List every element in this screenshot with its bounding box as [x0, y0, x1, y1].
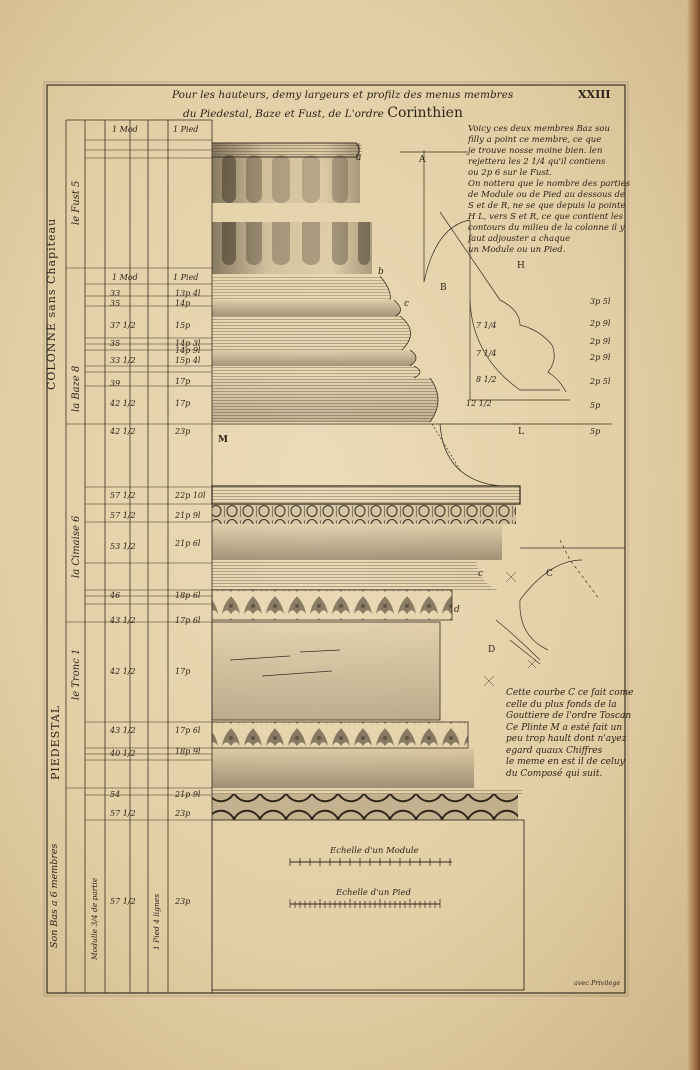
pied-dimension: 17p: [175, 667, 191, 676]
note-line: egard quaux Chiffres: [506, 745, 603, 756]
note-line: Ce Plinte M a esté fait un: [506, 722, 623, 733]
module-dimension: 33: [110, 289, 121, 298]
profile-dimension: 2p 9l: [590, 353, 611, 362]
label-tronc: le Tronc 1: [71, 648, 82, 700]
note-line: de Module ou de Pied au dessous de: [468, 190, 626, 200]
profile-letter: D: [488, 645, 496, 655]
label-cimaise: la Cimaise 6: [71, 515, 82, 578]
profile-dimension: 7 1/4: [476, 349, 497, 358]
module-dimension: 57 1/2: [110, 897, 136, 906]
note-line: peu trop hault dont n'ayez: [506, 734, 627, 744]
note-line: rejettera les 2 1/4 qu'il contiens: [468, 157, 606, 167]
module-dimension: 53 1/2: [110, 542, 136, 551]
profile-dimension: 2p 9l: [590, 337, 611, 346]
module-dimension: 54: [110, 790, 121, 799]
pied-dimension: 17p: [175, 377, 191, 386]
plate-title-line2: [183, 106, 463, 120]
profile-dimension: 2p 5l: [590, 377, 611, 386]
profile-dimension: 12 1/2: [466, 399, 492, 408]
profile-letter: A: [419, 155, 426, 165]
module-dimension: 42 1/2: [110, 667, 136, 676]
module-dimension: 43 1/2: [110, 726, 136, 735]
pied-dimension: 21p 9l: [175, 511, 201, 520]
label-fust: le Fust 5: [71, 180, 82, 225]
pied-dimension: 22p 10l: [175, 491, 206, 500]
privilege-mark: avec Privilege: [574, 979, 621, 987]
pied-dimension: 18p 9l: [175, 747, 201, 756]
module-dimension: 37 1/2: [110, 321, 136, 330]
note-line: contours du milieu de la colonne il y: [468, 223, 625, 233]
module-dimension: 42 1/2: [110, 399, 136, 408]
profile-letter: L: [518, 427, 524, 437]
profile-dimension: 3p 5l: [590, 297, 611, 306]
note-line: du Composé qui suit.: [506, 768, 603, 779]
module-dimension: 57 1/2: [110, 809, 136, 818]
svg-text:d: d: [454, 605, 460, 615]
note-top-right: [468, 124, 630, 256]
pied-dimension: 23p: [175, 897, 191, 906]
svg-text:M: M: [218, 435, 228, 445]
label-piedestal: PIEDESTAL: [49, 704, 62, 780]
module-dimension: 57 1/2: [110, 511, 136, 520]
module-dimension: 39: [110, 379, 121, 388]
header-socle-pied: 1 Pied 4 lignes: [152, 893, 161, 950]
module-dimension: 33 1/2: [110, 356, 136, 365]
pied-dimension: 13p 4l: [175, 289, 201, 298]
plate-number: XXIII: [578, 88, 611, 101]
note-line: je trouve nosse moine bien. len: [468, 146, 603, 156]
header-mod-fust: 1 Mod: [112, 125, 138, 134]
note-line: Cette courbe C ce fait come: [506, 688, 634, 698]
module-dimension: 43 1/2: [110, 616, 136, 625]
svg-text:c: c: [404, 299, 410, 309]
header-pied-fust: 1 Pied: [173, 125, 199, 134]
note-line: ou 2p 6 sur le Fust.: [468, 168, 552, 178]
pied-dimension: 17p: [175, 399, 191, 408]
profile-letter: B: [440, 283, 447, 293]
note-line: filly a point ce membre, ce que: [468, 135, 602, 145]
profile-dimension: 8 1/2: [476, 375, 497, 384]
svg-text:a: a: [356, 153, 362, 163]
scale-pied-label: Echelle d'un Pied: [336, 888, 411, 898]
scale-module-label: Echelle d'un Module: [330, 846, 419, 856]
note-line: faut adjouster a chaque: [468, 234, 571, 244]
note-line: On nottera que le nombre des parties: [468, 179, 631, 189]
pied-dimension: 14p 9l: [175, 346, 201, 355]
module-dimension: 46: [110, 591, 121, 600]
label-baze: la Baze 8: [71, 365, 82, 412]
label-socle: Son Bas a 6 membres: [49, 843, 60, 948]
pied-dimension: 17p 6l: [175, 616, 201, 625]
note-line: Voicy ces deux membres Baz sou: [468, 124, 610, 134]
pied-dimension: 14p 3l: [175, 339, 201, 348]
profile-dimension: 5p: [590, 427, 601, 436]
pied-dimension: 23p: [175, 427, 191, 436]
pied-dimension: 15p: [175, 321, 191, 330]
module-dimension: 57 1/2: [110, 491, 136, 500]
plate-title-line1: Pour les hauteurs, demy largeurs et profilz des menus membres: [172, 89, 514, 101]
pied-dimension: 17p 6l: [175, 726, 201, 735]
pied-dimension: 18p 6l: [175, 591, 201, 600]
profile-dimension: 7 1/4: [476, 321, 497, 330]
header-mod-base: 1 Mod: [112, 273, 138, 282]
pied-dimension: 23p: [175, 809, 191, 818]
module-dimension: 35: [110, 339, 121, 348]
note-line: celle du plus fonds de la: [506, 699, 617, 710]
label-colonne: COLONNE sans Chapiteau: [45, 217, 58, 390]
header-socle-modulle: Modulle 3/4 de partie: [90, 877, 99, 960]
note-line: Gouttiere de l'ordre Toscan: [506, 711, 632, 721]
svg-text:c: c: [478, 569, 484, 579]
pied-dimension: 14p: [175, 299, 191, 308]
note-line: H L, vers S et R, ce que contient les: [468, 212, 623, 222]
pied-dimension: 21p 6l: [175, 539, 201, 548]
svg-text:b: b: [378, 267, 384, 277]
pied-dimension: 15p 4l: [175, 356, 201, 365]
header-pied-base: 1 Pied: [173, 273, 199, 282]
note-bottom-right: [506, 688, 634, 780]
plate-title-line2-a: du Piedestal, Baze et Fust, de L'ordre: [183, 108, 384, 120]
profile-dimension: 2p 9l: [590, 319, 611, 328]
note-line: le meme en est il de celuy: [506, 757, 625, 767]
module-dimension: 40 1/2: [110, 749, 136, 758]
module-dimension: 35: [110, 299, 121, 308]
profile-letter: C: [546, 569, 553, 579]
note-line: S et de R, ne se que depuis la pointe: [468, 201, 626, 211]
pied-dimension: 21p 9l: [175, 790, 201, 799]
note-line: un Module ou un Pied.: [468, 245, 566, 255]
module-dimension: 42 1/2: [110, 427, 136, 436]
plate-title-order: Corinthien: [387, 105, 463, 121]
profile-dimension: 5p: [590, 401, 601, 410]
profile-letter: H: [517, 261, 525, 271]
